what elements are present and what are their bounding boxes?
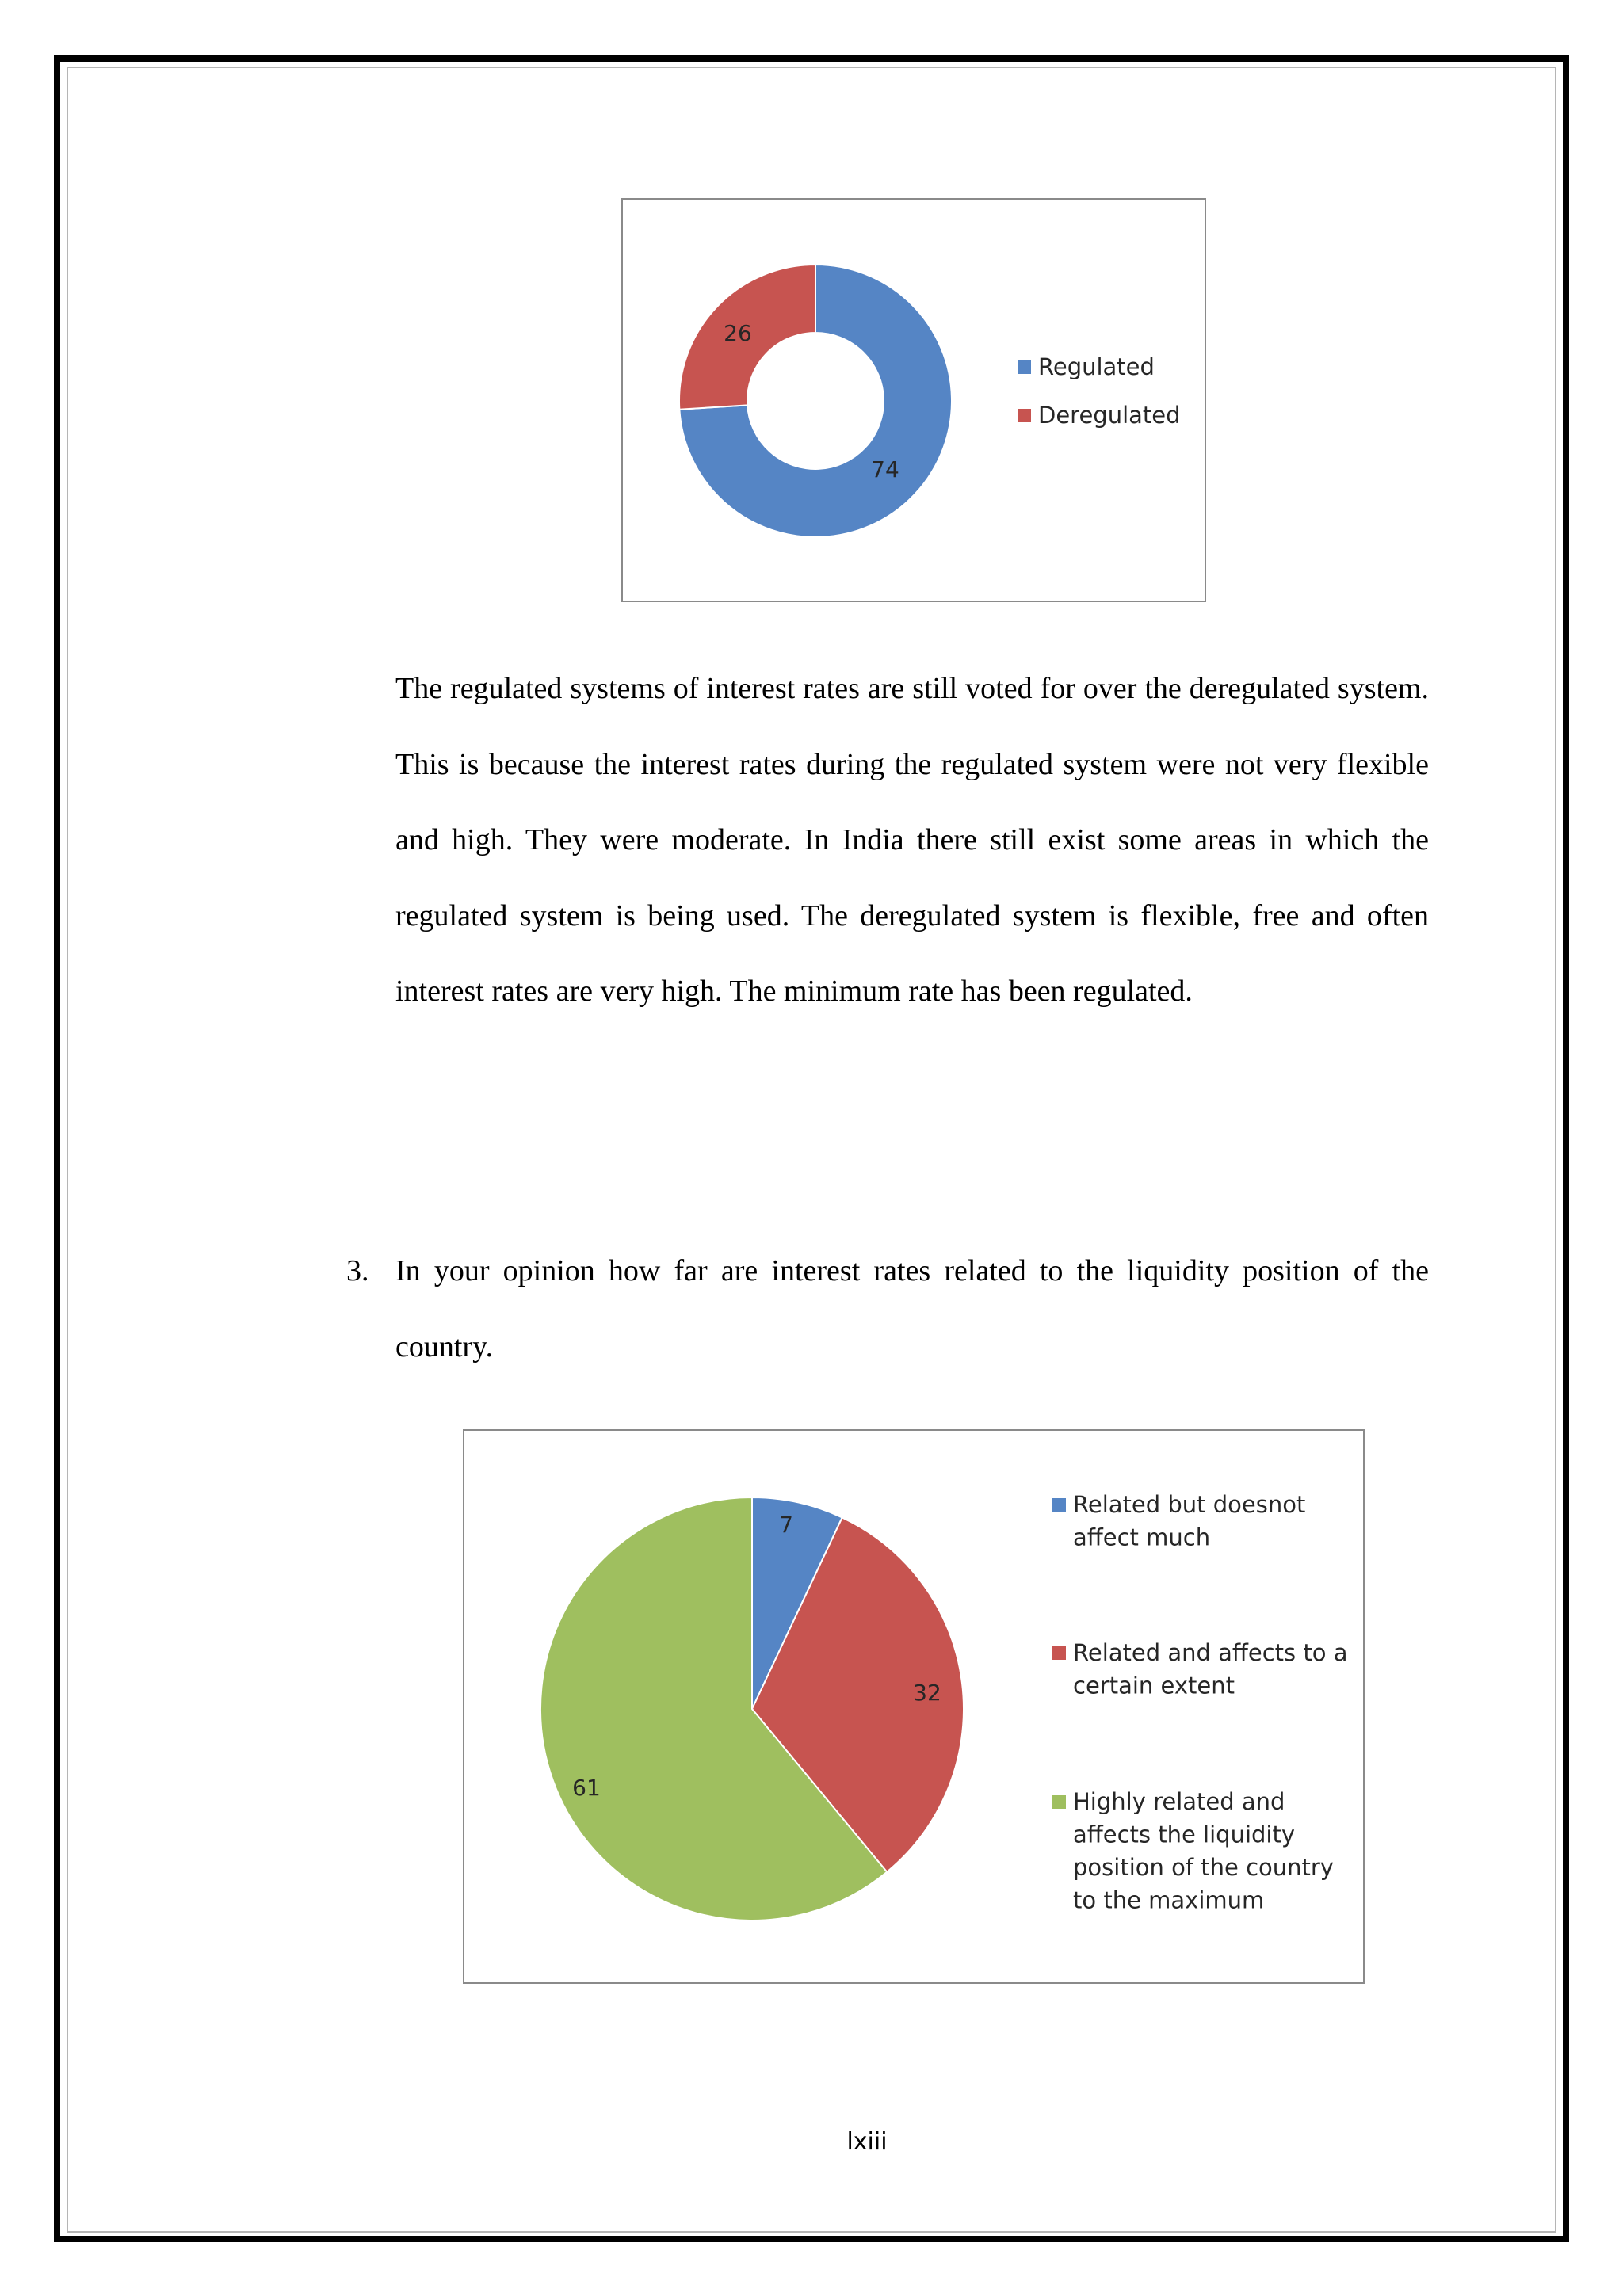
legend-swatch bbox=[1052, 1795, 1066, 1809]
question-text: In your opinion how far are interest rates related to the liquidity position of the country. bbox=[395, 1254, 1429, 1363]
legend-label: Regulated bbox=[1038, 353, 1155, 380]
question-number: 3. bbox=[346, 1254, 369, 1287]
legend-label: position of the country bbox=[1073, 1854, 1334, 1881]
pie-chart-interest-liquidity bbox=[463, 1429, 1365, 1984]
paragraph-regulated-systems: The regulated systems of interest rates are still voted for over the deregulated system. This is because the interest rates during the regulated system were not very flexible and high. They were moderate. In India there still exist some areas in which the regulated system is being used. The deregulated system is flexible, free and often interest rates are very high. The minimum rate has been regulated. bbox=[395, 672, 1429, 1008]
legend-swatch bbox=[1018, 360, 1031, 374]
doughnut-chart-svg bbox=[623, 200, 1205, 601]
legend-label: affect much bbox=[1073, 1524, 1211, 1551]
pie-chart-svg bbox=[464, 1431, 1363, 1982]
data-label: 74 bbox=[871, 456, 899, 482]
legend-label: Related and affects to a bbox=[1073, 1639, 1348, 1666]
legend-swatch bbox=[1052, 1646, 1066, 1660]
legend-label: certain extent bbox=[1073, 1672, 1235, 1699]
legend-label: to the maximum bbox=[1073, 1886, 1265, 1914]
data-label: 7 bbox=[779, 1512, 793, 1538]
legend-label: Deregulated bbox=[1038, 402, 1181, 429]
data-label: 32 bbox=[913, 1680, 941, 1706]
legend-label: Related but doesnot bbox=[1073, 1491, 1306, 1518]
data-label: 26 bbox=[724, 320, 752, 346]
data-label: 61 bbox=[572, 1775, 601, 1801]
legend-label: affects the liquidity bbox=[1073, 1821, 1296, 1848]
legend-swatch bbox=[1018, 409, 1031, 422]
legend-swatch bbox=[1052, 1498, 1066, 1512]
page-number: lxiii bbox=[846, 2128, 888, 2156]
legend-label: Highly related and bbox=[1073, 1788, 1285, 1815]
doughnut-chart-regulated-vs-deregulated bbox=[621, 198, 1206, 602]
